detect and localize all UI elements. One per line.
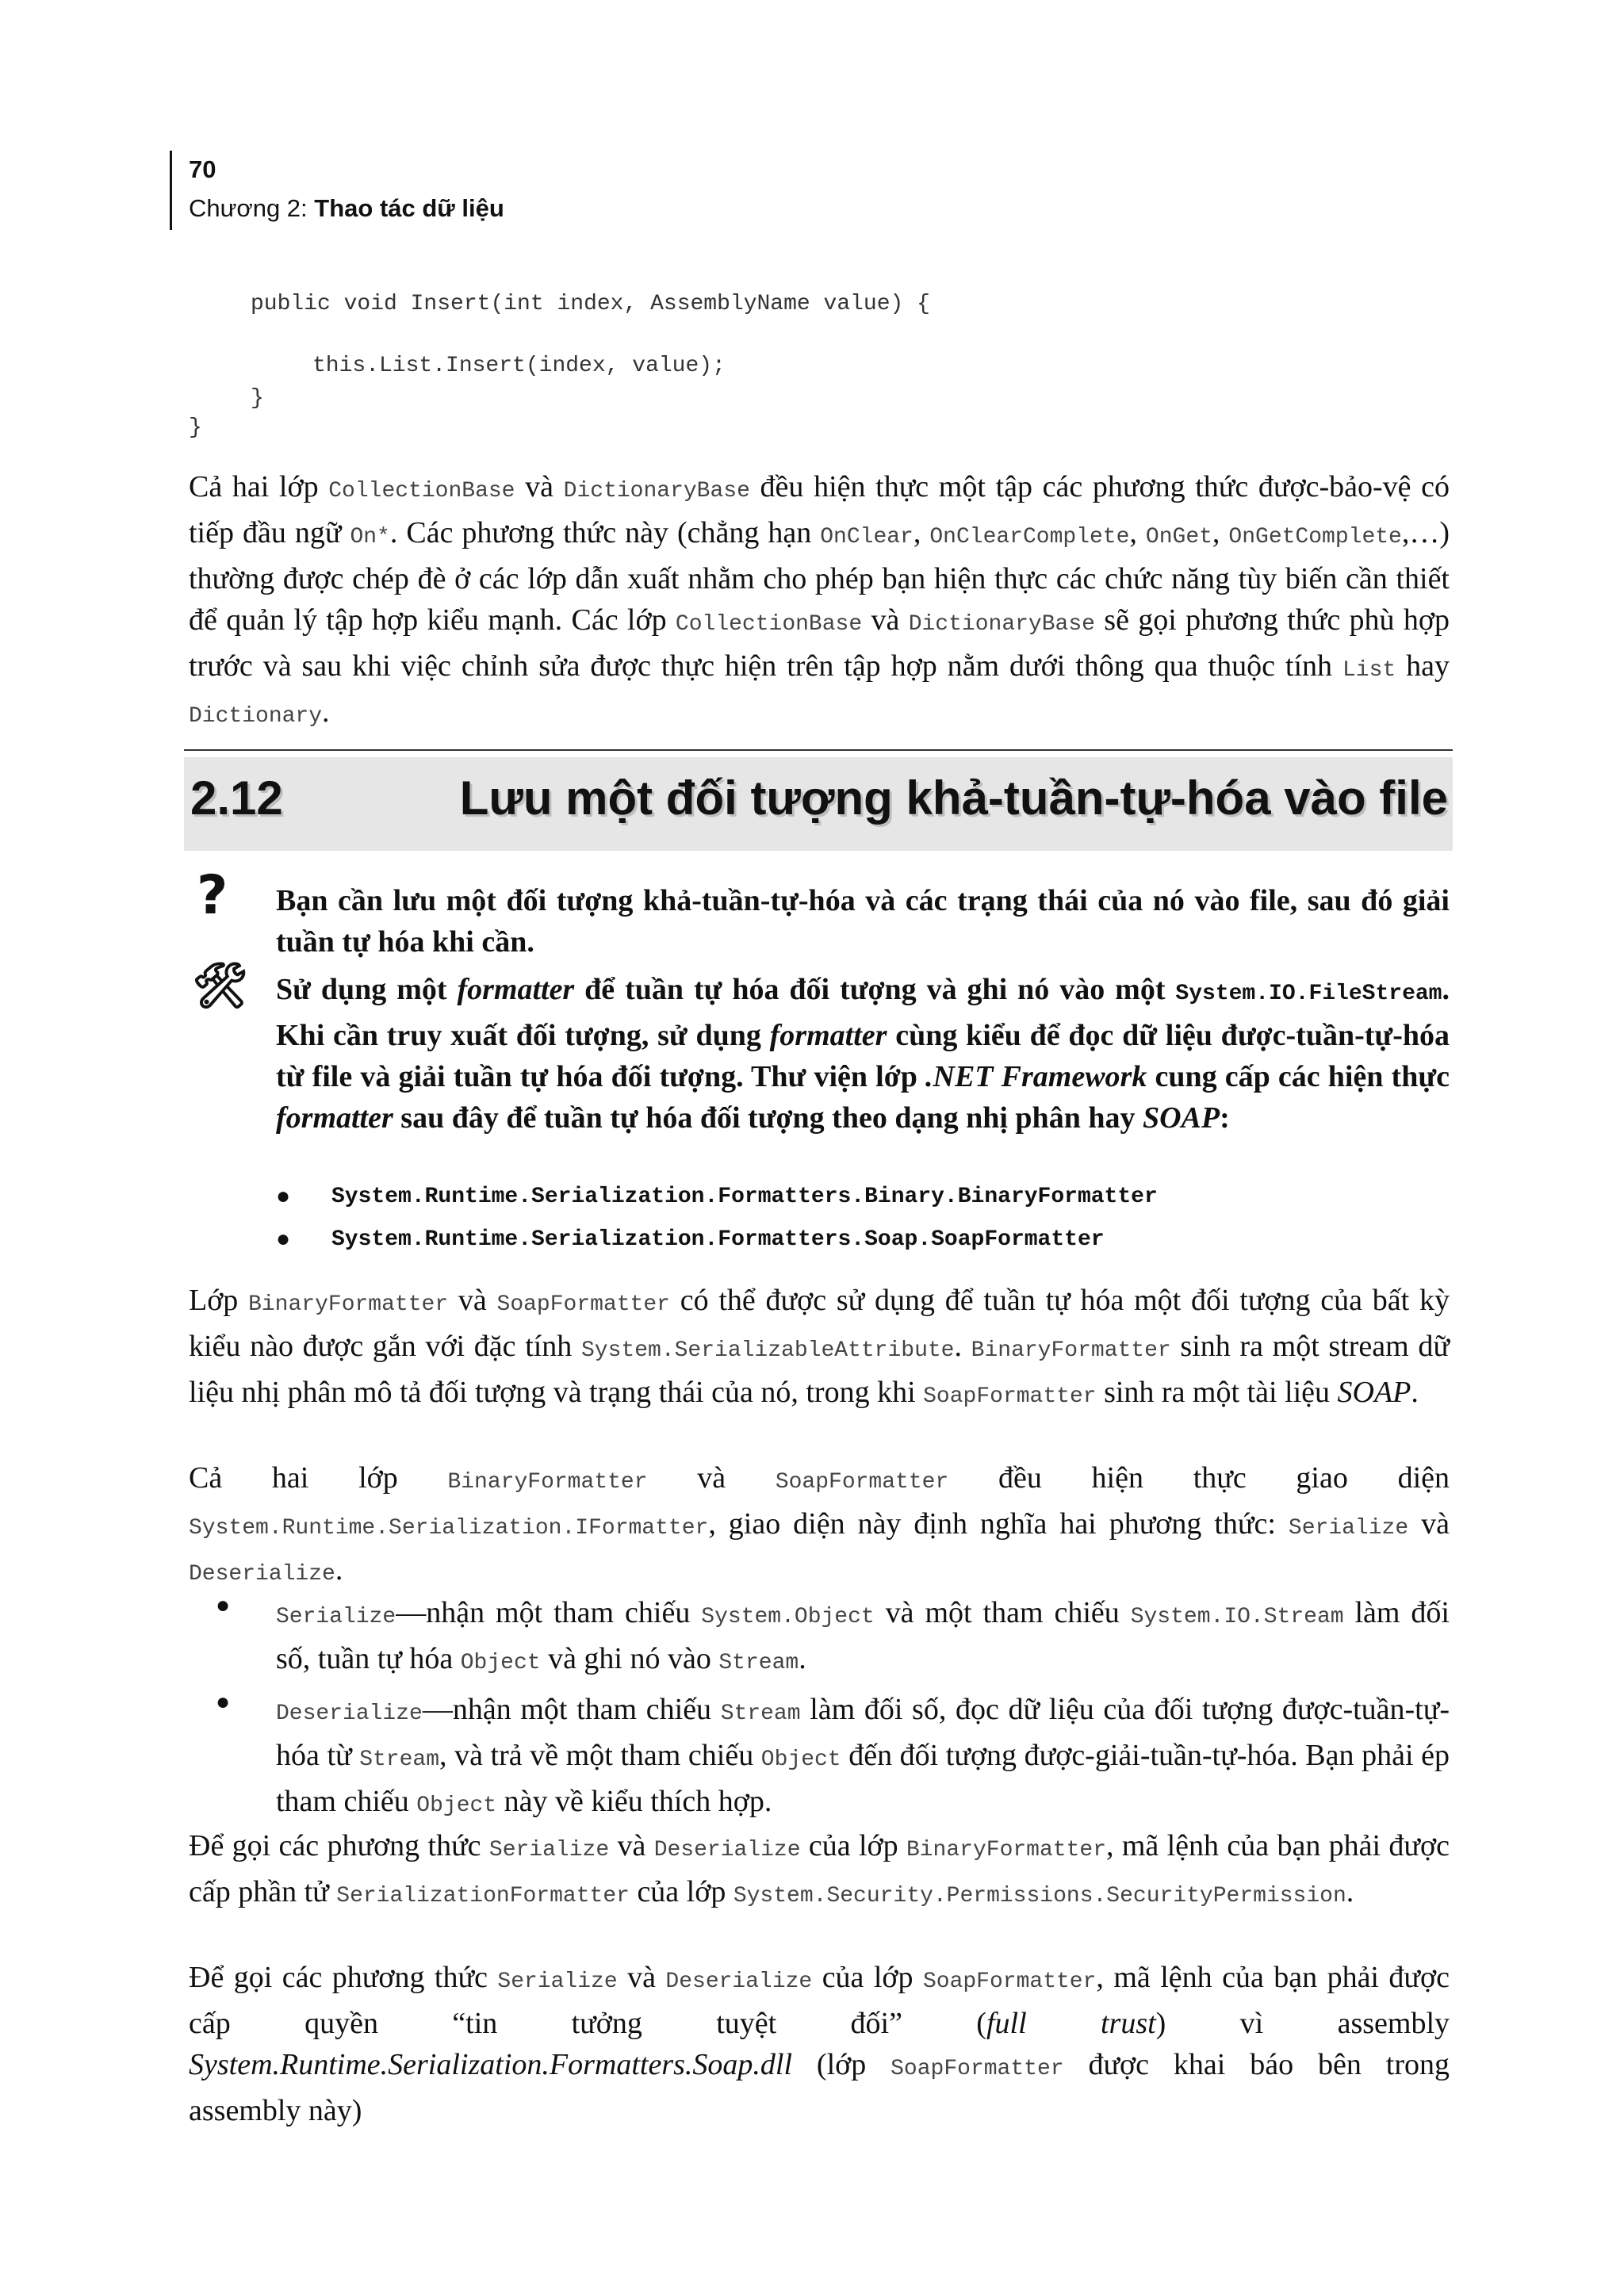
section-rule — [184, 749, 1453, 751]
paragraph: Để gọi các phương thức Serialize và Deserialize của lớp BinaryFormatter, mã lệnh của bạn phải được cấp phần tử SerializationFormatter của lớp System.Security.Permissions.SecurityPermission. — [189, 1829, 1450, 1908]
chapter-title: Thao tác dữ liệu — [314, 194, 504, 222]
list-item: Deserialize—nhận một tham chiếu Stream làm đối số, đọc dữ liệu của đối tượng được-tuần-tự-hóa từ Stream, và trả về một tham chiếu Object đến đối tượng được-giải-tuần-tự-hóa. Bạn phải ép tham chiếu Object này về kiểu thích hợp. — [276, 1693, 1450, 1818]
list-item: Serialize—nhận một tham chiếu System.Object và một tham chiếu System.IO.Stream làm đối số, tuần tự hóa Object và ghi nó vào Stream. — [276, 1596, 1450, 1675]
problem-statement: Bạn cần lưu một đối tượng khả-tuần-tự-hóa và các trạng thái của nó vào file, sau đó giải tuần tự hóa khi cần. — [276, 884, 1450, 959]
formatter-class-name: System.Runtime.Serialization.Formatters.Soap.SoapFormatter — [331, 1227, 1105, 1252]
paragraph: Lớp BinaryFormatter và SoapFormatter có thể được sử dụng để tuần tự hóa một đối tượng của bất kỳ kiểu nào được gắn với đặc tính System.SerializableAttribute. BinaryFormatter sinh ra một stream dữ liệu nhị phân mô tả đối tượng và trạng thái của nó, trong khi SoapFormatter sinh ra một tài liệu SOAP. — [189, 1284, 1450, 1409]
formatter-class-name: System.Runtime.Serialization.Formatters.Binary.BinaryFormatter — [331, 1185, 1158, 1209]
chapter-heading — [189, 194, 504, 223]
tools-icon: 🛠 — [192, 960, 249, 1012]
section-number: 2.12 — [190, 771, 283, 825]
bullet-icon: ● — [216, 1689, 231, 1715]
code-line: } — [189, 415, 202, 440]
solution-statement: Sử dụng một formatter để tuần tự hóa đối tượng và ghi nó vào một System.IO.FileStream. Khi cần truy xuất đối tượng, sử dụng formatter cùng kiểu để đọc dữ liệu được-tuần-tự-hóa từ file và giải tuần tự hóa đối tượng. Thư viện lớp .NET Framework cung cấp các hiện thực formatter sau đây để tuần tự hóa đối tượng theo dạng nhị phân hay SOAP: — [276, 973, 1450, 1135]
bullet-icon: ● — [216, 1592, 231, 1618]
header-rule — [170, 151, 172, 230]
paragraph: Để gọi các phương thức Serialize và Deserialize của lớp SoapFormatter, mã lệnh của bạn phải được cấp quyền “tin tưởng tuyệt đối” (full trust) vì assembly System.Runtime.Serialization.Formatters.Soap.dll (lớp SoapFormatter được khai báo bên trong assembly này) — [189, 1961, 1450, 2127]
bullet-icon: ● — [276, 1226, 291, 1252]
section-title: Lưu một đối tượng khả-tuần-tự-hóa vào file — [459, 771, 1448, 825]
paragraph: Cả hai lớp BinaryFormatter và SoapFormatter đều hiện thực giao diện System.Runtime.Serialization.IFormatter, giao diện này định nghĩa hai phương thức: Serialize và Deserialize. — [189, 1461, 1450, 1587]
page-number: 70 — [189, 155, 216, 183]
bullet-icon: ● — [276, 1183, 291, 1209]
code-line: public void Insert(int index, AssemblyName value) { — [251, 292, 930, 316]
paragraph: Cả hai lớp CollectionBase và DictionaryBase đều hiện thực một tập các phương thức được-bảo-vệ có tiếp đầu ngữ On*. Các phương thức này (chẳng hạn OnClear, OnClearComplete, OnGet, OnGetComplete,…) thường được chép đè ở các lớp dẫn xuất nhằm cho phép bạn hiện thực các chức năng tùy biến cần thiết để quản lý tập hợp kiểu mạnh. Các lớp CollectionBase và DictionaryBase sẽ gọi phương thức phù hợp trước và sau khi việc chỉnh sửa được thực hiện trên tập hợp nằm dưới thông qua thuộc tính List hay Dictionary. — [189, 470, 1450, 729]
code-line: this.List.Insert(index, value); — [312, 354, 726, 378]
question-icon: ? — [197, 864, 228, 927]
chapter-prefix: Chương 2: — [189, 194, 315, 222]
code-line: } — [251, 386, 264, 411]
